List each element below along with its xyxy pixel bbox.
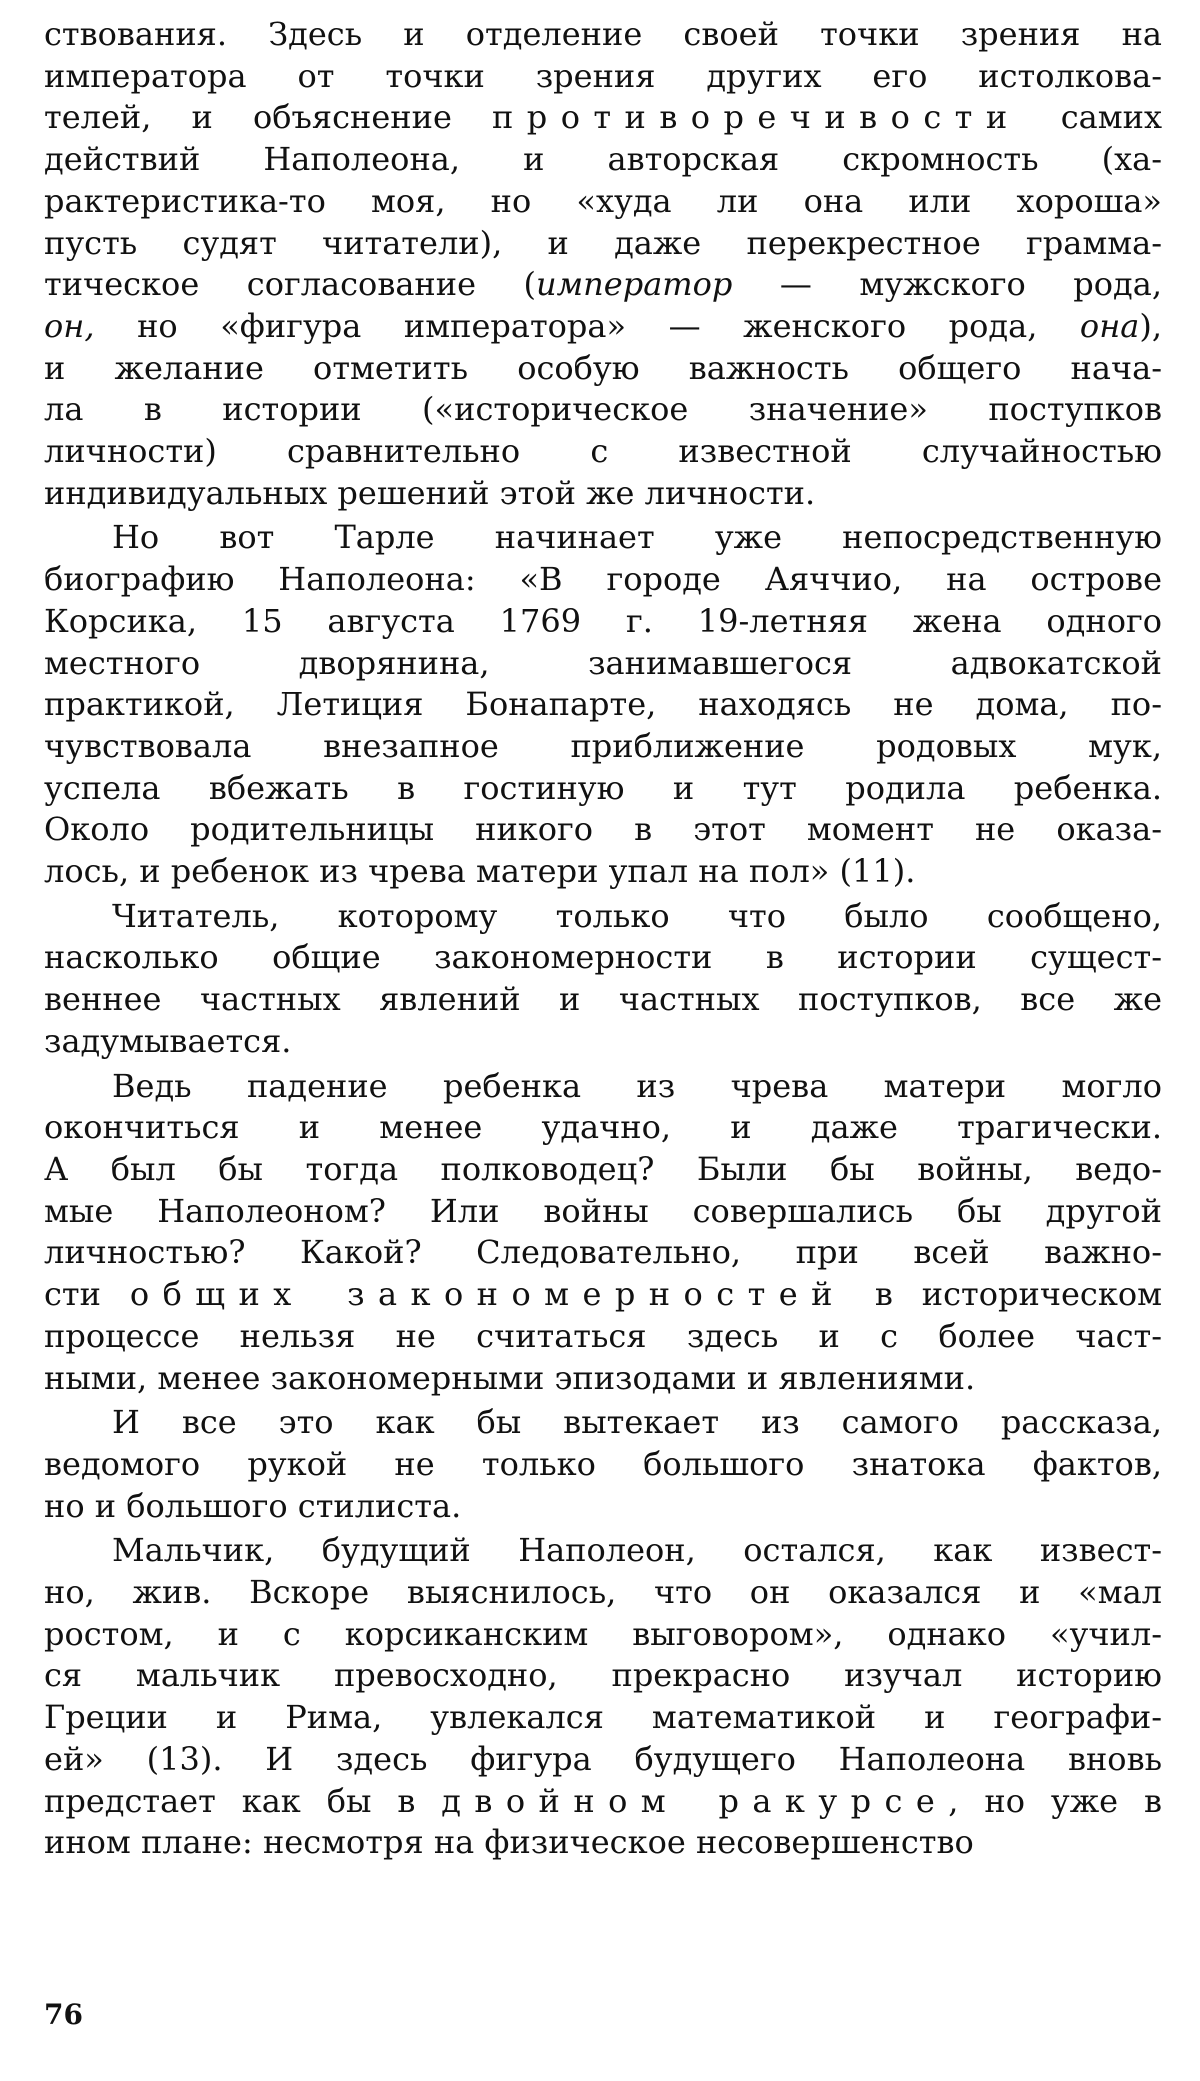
text-segment: ей» (13). И здесь фигура будущего Наполеона вновь: [44, 1739, 1162, 1778]
text-segment: ла в истории («историческое значение» поступков: [44, 390, 1162, 429]
spaced-emphasis-segment: двойном ракурсе: [441, 1781, 949, 1820]
text-segment: ведомого рукой не только большого знатока фактов,: [44, 1444, 1162, 1483]
text-segment: Корсика, 15 августа 1769 г. 19-летняя жена одного: [44, 601, 1162, 640]
text-line: [44, 1316, 1162, 1358]
text-line: [44, 306, 1162, 348]
text-segment: Ведь падение ребенка из чрева матери могло: [112, 1066, 1162, 1105]
text-segment: ином плане: несмотря на физическое несовершенство: [44, 1823, 974, 1862]
text-line: [44, 473, 1162, 515]
text-segment: мые Наполеоном? Или войны совершались бы другой: [44, 1191, 1162, 1230]
text-line: [44, 181, 1162, 223]
text-segment: насколько общие закономерности в истории сущест-: [44, 938, 1162, 977]
text-line: [44, 1444, 1162, 1486]
text-line: [44, 14, 1162, 56]
text-segment: веннее частных явлений и частных поступков, все же: [44, 980, 1162, 1019]
text-line: [44, 348, 1162, 390]
paragraph: [44, 14, 1162, 514]
text-line: [44, 1572, 1162, 1614]
text-segment: предстает как бы в: [44, 1781, 442, 1820]
text-segment: Около родительницы никого в этот момент не оказа-: [44, 810, 1162, 849]
text-segment: но и большого стилиста.: [44, 1486, 462, 1525]
page-number: 76: [44, 1998, 83, 2031]
text-line: [44, 56, 1162, 98]
text-line: [44, 431, 1162, 473]
text-segment: действий Наполеона, и авторская скромность (ха-: [44, 140, 1162, 179]
text-line: [44, 1739, 1162, 1781]
text-segment: успела вбежать в гостиную и тут родила ребенка.: [44, 768, 1162, 807]
text-segment: , но уже в: [948, 1781, 1162, 1820]
italic-segment: император: [536, 265, 733, 304]
text-line: [44, 1149, 1162, 1191]
text-segment: А был бы тогда полководец? Были бы войны, ведо-: [44, 1149, 1162, 1188]
text-segment: ся мальчик превосходно, прекрасно изучал историю: [44, 1656, 1162, 1695]
text-segment: Мальчик, будущий Наполеон, остался, как извест-: [112, 1531, 1162, 1570]
text-line: [44, 1781, 1162, 1823]
text-segment: Читатель, которому только что было сообщено,: [112, 896, 1162, 935]
text-line: [44, 1697, 1162, 1739]
text-line: [44, 559, 1162, 601]
text-line: [44, 851, 1162, 893]
text-segment: и желание отметить особую важность общего нача-: [44, 348, 1162, 387]
text-segment: тическое согласование (: [44, 265, 537, 304]
text-segment: сти: [44, 1275, 130, 1314]
body-text: [44, 14, 1162, 1867]
text-segment: ),: [1139, 306, 1162, 345]
text-line: [44, 1066, 1162, 1108]
text-segment: окончиться и менее удачно, и даже трагически.: [44, 1108, 1162, 1147]
text-segment: лось, и ребенок из чрева матери упал на пол» (11).: [44, 852, 916, 891]
text-segment: рактеристика-то моя, но «худа ли она или хороша»: [44, 181, 1162, 220]
text-segment: ными, менее закономерными эпизодами и явлениями.: [44, 1358, 976, 1397]
text-line: [44, 1274, 1162, 1316]
text-line: [44, 1530, 1162, 1572]
spaced-emphasis-segment: противоречивости: [492, 98, 1021, 137]
text-segment: личностью? Какой? Следовательно, при всей важно-: [44, 1233, 1162, 1272]
text-segment: пусть судят читатели), и даже перекрестное грамма-: [44, 223, 1162, 262]
text-segment: — мужского рода,: [732, 265, 1163, 304]
text-line: [44, 643, 1162, 685]
text-segment: чувствовала внезапное приближение родовых мук,: [44, 726, 1162, 765]
text-line: [44, 517, 1162, 559]
paragraph: [44, 1530, 1162, 1864]
text-segment: ствования. Здесь и отделение своей точки зрения на: [44, 15, 1162, 53]
text-line: [44, 979, 1162, 1021]
text-segment: телей, и объяснение: [44, 98, 493, 137]
text-segment: процессе нельзя не считаться здесь и с более част-: [44, 1316, 1162, 1355]
text-line: [44, 1232, 1162, 1274]
text-line: [44, 223, 1162, 265]
text-line: [44, 1655, 1162, 1697]
text-segment: ростом, и с корсиканским выговором», однако «учил-: [44, 1614, 1162, 1653]
text-segment: Но вот Тарле начинает уже непосредственную: [112, 518, 1162, 557]
text-line: [44, 726, 1162, 768]
text-segment: Греции и Рима, увлекался математикой и географи-: [44, 1698, 1162, 1737]
text-segment: но «фигура императора» — женского рода,: [94, 306, 1080, 345]
text-line: [44, 97, 1162, 139]
text-segment: И все это как бы вытекает из самого рассказа,: [112, 1403, 1162, 1442]
text-segment: практикой, Летиция Бонапарте, находясь не дома, по-: [44, 685, 1162, 724]
text-line: [44, 1358, 1162, 1400]
text-segment: местного дворянина, занимавшегося адвокатской: [44, 643, 1162, 682]
text-line: [44, 1614, 1162, 1656]
text-segment: самих: [1020, 98, 1162, 137]
paragraph: [44, 1066, 1162, 1400]
text-line: [44, 139, 1162, 181]
paragraph: [44, 896, 1162, 1063]
spaced-emphasis-segment: общих закономерностей: [129, 1275, 846, 1314]
text-line: [44, 601, 1162, 643]
text-line: [44, 809, 1162, 851]
text-segment: личности) сравнительно с известной случайностью: [44, 432, 1162, 471]
text-segment: в историческом: [845, 1275, 1163, 1314]
text-segment: задумывается.: [44, 1021, 292, 1060]
text-line: [44, 937, 1162, 979]
text-line: [44, 896, 1162, 938]
text-line: [44, 264, 1162, 306]
text-line: [44, 1402, 1162, 1444]
text-segment: но, жив. Вскоре выяснилось, что он оказался и «мал: [44, 1573, 1162, 1612]
text-line: [44, 684, 1162, 726]
text-line: [44, 389, 1162, 431]
paragraph: [44, 1402, 1162, 1527]
text-line: [44, 1191, 1162, 1233]
paragraph: [44, 517, 1162, 892]
text-segment: императора от точки зрения других его истолкова-: [44, 56, 1162, 95]
text-line: [44, 1107, 1162, 1149]
text-segment: индивидуальных решений этой же личности.: [44, 473, 816, 512]
text-line: [44, 1486, 1162, 1528]
text-line: [44, 768, 1162, 810]
italic-segment: он,: [44, 306, 95, 345]
text-segment: биографию Наполеона: «В городе Аяччио, на острове: [44, 560, 1162, 599]
text-line: [44, 1021, 1162, 1063]
italic-segment: она: [1079, 306, 1140, 345]
text-line: [44, 1822, 1162, 1864]
